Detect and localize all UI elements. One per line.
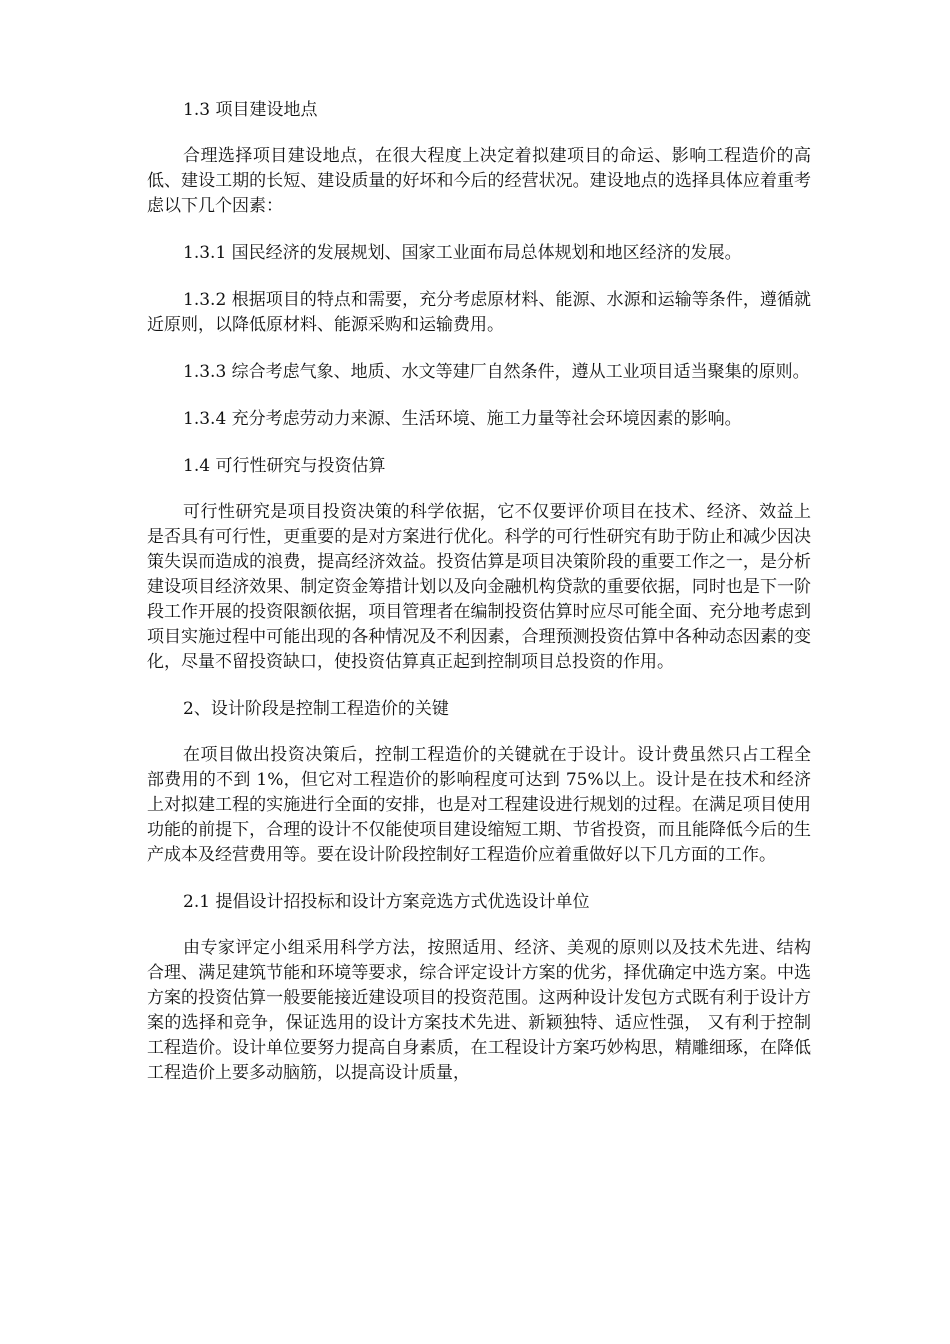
section-heading-1-4: 1.4 可行性研究与投资估算 (183, 456, 386, 476)
section-heading-2-1: 2.1 提倡设计招投标和设计方案竞选方式优选设计单位 (183, 892, 590, 912)
section-heading-2: 2、设计阶段是控制工程造价的关键 (183, 699, 449, 719)
document-page (147, 98, 811, 1108)
paragraph-1-3-2: 1.3.2 根据项目的特点和需要，充分考虑原材料、能源、水源和运输等条件，遵循就近原则，以降低原材料、能源采购和运输费用。 (147, 290, 811, 335)
paragraph-1-3-4: 1.3.4 充分考虑劳动力来源、生活环境、施工力量等社会环境因素的影响。 (183, 409, 742, 429)
paragraph-design-stage: 在项目做出投资决策后，控制工程造价的关键就在于设计。设计费虽然只占工程全部费用的不到 1%，但它对工程造价的影响程度可达到 75%以上。设计是在技术和经济上对拟建工程的实施进行全面的安排，也是对工程建设进行规划的过程。在满足项目使用功能的前提下，合理的设计不仅能使项目建设缩短工期、节省投资，而且能降低今后的生产成本及经营费用等。要在设计阶段控制好工程造价应着重做好以下几方面的工作。 (147, 745, 811, 865)
paragraph-1-3-3: 1.3.3 综合考虑气象、地质、水文等建厂自然条件，遵从工业项目适当聚集的原则。 (183, 362, 810, 382)
section-heading-1-3: 1.3 项目建设地点 (183, 100, 318, 120)
paragraph-expert-evaluation: 由专家评定小组采用科学方法，按照适用、经济、美观的原则以及技术先进、结构合理、满足建筑节能和环境等要求，综合评定设计方案的优劣，择优确定中选方案。中选方案的投资估算一般要能接近建设项目的投资范围。这两种设计发包方式既有利于设计方案的选择和竞争，保证选用的设计方案技术先进、新颖独特、适应性强， 又有利于控制工程造价。设计单位要努力提高自身素质，在工程设计方案巧妙构思，精雕细琢，在降低工程造价上要多动脑筋，以提高设计质量， (147, 938, 811, 1083)
paragraph-1-3-1: 1.3.1 国民经济的发展规划、国家工业面布局总体规划和地区经济的发展。 (183, 243, 742, 263)
paragraph-site-selection-intro: 合理选择项目建设地点，在很大程度上决定着拟建项目的命运、影响工程造价的高低、建设工期的长短、建设质量的好坏和今后的经营状况。建设地点的选择具体应着重考虑以下几个因素： (147, 146, 811, 216)
paragraph-feasibility-study: 可行性研究是项目投资决策的科学依据，它不仅要评价项目在技术、经济、效益上是否具有可行性，更重要的是对方案进行优化。科学的可行性研究有助于防止和减少因决策失误而造成的浪费，提高经济效益。投资估算是项目决策阶段的重要工作之一，是分析建设项目经济效果、制定资金筹措计划以及向金融机构贷款的重要依据，同时也是下一阶段工作开展的投资限额依据，项目管理者在编制投资估算时应尽可能全面、充分地考虑到项目实施过程中可能出现的各种情况及不利因素，合理预测投资估算中各种动态因素的变化，尽量不留投资缺口，使投资估算真正起到控制项目总投资的作用。 (147, 502, 811, 672)
